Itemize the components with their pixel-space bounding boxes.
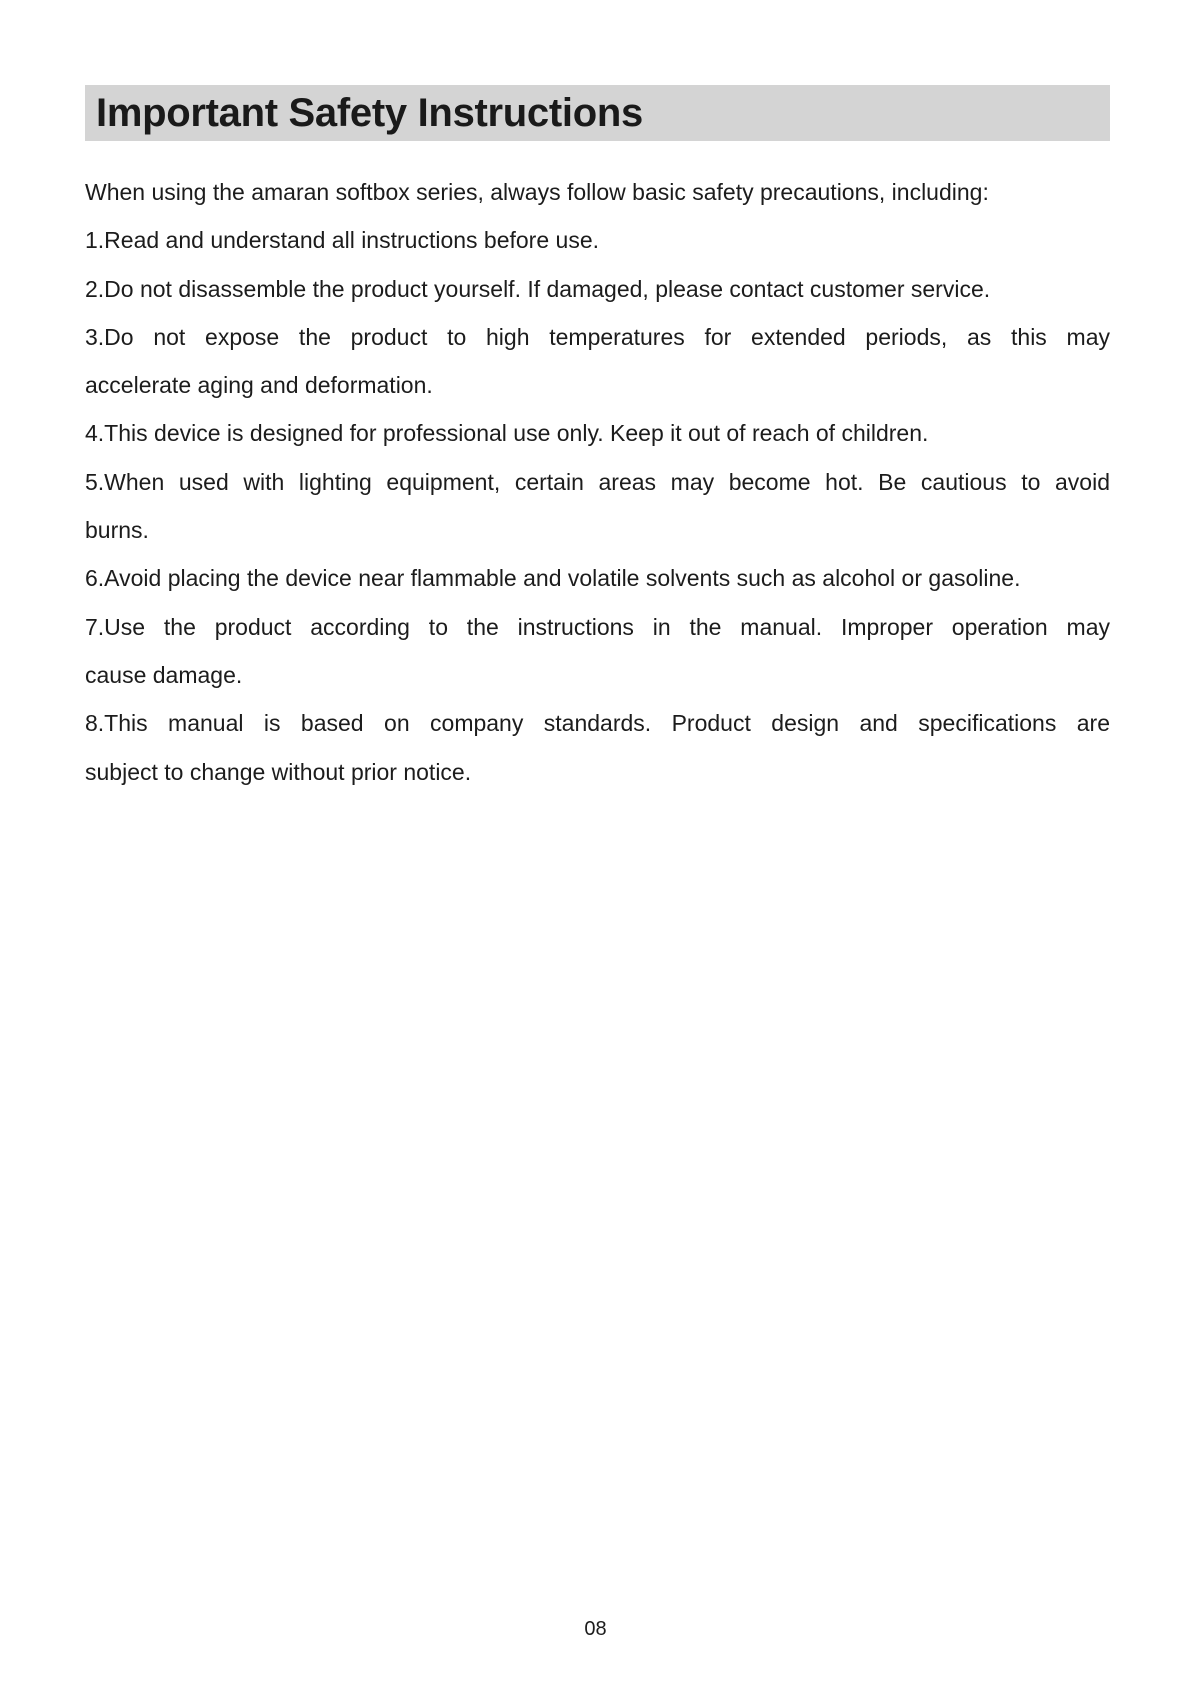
- instruction-8-line-1: 8.This manual is based on company standards. Product design and specifications are: [85, 710, 1110, 737]
- instruction-7-line-1: 7.Use the product according to the instructions in the manual. Improper operation may: [85, 613, 1110, 640]
- instruction-8-line-2: subject to change without prior notice.: [85, 758, 472, 785]
- instruction-3-line-2: accelerate aging and deformation.: [85, 372, 433, 399]
- page-title: Important Safety Instructions: [96, 90, 643, 135]
- page-number: 08: [584, 1618, 607, 1640]
- section-title-bar: [85, 85, 1110, 141]
- intro-text: When using the amaran softbox series, always follow basic safety precautions, including:: [85, 179, 989, 205]
- instruction-1: 1.Read and understand all instructions before use.: [85, 227, 599, 254]
- instruction-5-line-2: burns.: [85, 517, 149, 544]
- instruction-7-line-2: cause damage.: [85, 661, 243, 688]
- instruction-6: 6.Avoid placing the device near flammable and volatile solvents such as alcohol or gasoline.: [85, 565, 1021, 592]
- instruction-5-line-1: 5.When used with lighting equipment, certain areas may become hot. Be cautious to avoid: [85, 468, 1110, 495]
- instruction-3-line-1: 3.Do not expose the product to high temperatures for extended periods, as this may: [85, 323, 1110, 350]
- instruction-2: 2.Do not disassemble the product yourself. If damaged, please contact customer service.: [85, 275, 991, 302]
- safety-instructions-body: [85, 168, 1110, 796]
- instruction-4: 4.This device is designed for professional use only. Keep it out of reach of children.: [85, 420, 929, 447]
